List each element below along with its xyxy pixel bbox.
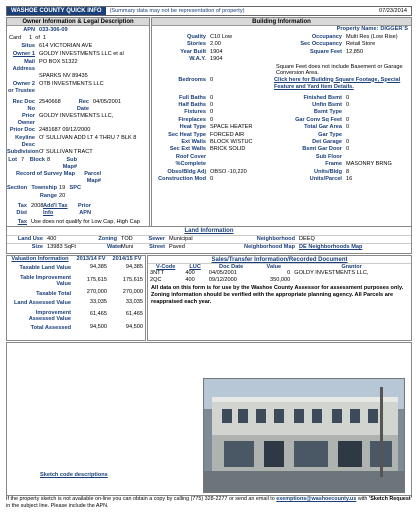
apn-label: APN [23,27,35,33]
owner-section-title: Owner Information & Legal Description [7,18,149,26]
unfin-bsmt-value: 0 [346,101,350,108]
total-gar-label: Total Gar Area [304,124,342,131]
range-label: Range [39,193,57,199]
prior-doc-value: 2481687 09/12/2000 [39,127,91,133]
obso-label: Obso/Bldg Adj [167,168,206,175]
units-bldg-label: Units/Bldg [314,168,342,175]
report-date: 07/23/2014 [379,7,407,14]
township-value: 19 [59,185,66,191]
fireplaces-label: Fireplaces [178,116,206,123]
valuation-2014-value: 94,500 [125,323,143,330]
obso-value: OBSO -10,220 [210,168,247,175]
rec-doc-label: Rec Doc No [12,99,35,112]
roof-cover-value [208,154,274,160]
mail-line2: SPARKS NV 89435 [39,73,88,79]
sqft-note: Square Feet does not include Basement or Garage Conversion Area. [276,63,403,77]
sales-section-title[interactable]: Sales/Transfer Information/Recorded Document [211,257,348,263]
sub-map-label: Sub Map# [62,157,77,170]
units-parcel-value: 16 [346,176,353,183]
valuation-label: Taxable Land Value [19,265,71,272]
sewer-label: Sewer [148,236,165,242]
occupancy-value: Multi Res (Low Rise) [346,34,398,40]
sales-value: 350,000 [270,276,291,283]
sub-floor-label: Sub Floor [315,153,342,160]
building-details-link[interactable]: Click here for Building Square Footage, Special Feature and Yard Item Details. [274,76,401,90]
prior-owner-value: GOLDY INVESTMENTS LLC, [39,113,114,119]
sales-date: 04/05/2001 [208,270,237,277]
range-value: 20 [59,193,66,199]
footer-text-3: in the subject line. Please include the APN. [6,503,109,509]
lot-value: 7 [21,157,25,163]
valuation-2014-value: 61,465 [125,311,143,318]
ext-walls-value: BLOCK W/STUC [210,139,253,146]
half-baths-value: 0 [210,101,214,108]
size-value: 13983 SqFt [47,244,76,250]
valuation-row [7,288,145,297]
sec-heat-label: Sec Heat Type [168,131,206,138]
mail-line1: PO BOX 51322 [39,59,78,65]
parcel-map-label: Parcel Map# [84,171,101,184]
zoning-value: TOD [121,236,133,242]
rec-date-value: 04/05/2001 [93,99,121,105]
valuation-row [7,262,145,271]
tax-cap-link[interactable]: Tax [17,219,27,225]
valuation-2013-value: 94,385 [89,263,107,270]
valuation-2013-value: 270,000 [86,289,107,296]
finished-bsmt-value: 0 [346,94,350,101]
valuation-2014-value: 270,000 [122,289,143,296]
size-label: Size [31,244,43,250]
sub-floor-value [344,154,411,160]
land-section-title[interactable]: Land Information [184,228,234,234]
full-baths-label: Full Baths [178,94,206,101]
rec-date-label: Rec Date [76,99,89,112]
valuation-col-2014: 2014/15 FV [112,256,142,262]
app-title: WASHOE COUNTY QUICK INFO [7,7,106,15]
det-garage-label: Det Garage [312,139,342,146]
fixtures-label: Fixtures [184,109,206,116]
building-section-title: Building Information [152,18,411,26]
half-baths-label: Half Baths [178,101,206,108]
valuation-row [7,297,145,306]
sec-ext-walls-value: BRICK SOLID [210,146,246,153]
valuation-2013-value: 94,500 [89,323,107,330]
prior-apn-label: Prior APN [77,203,91,216]
rec-doc-value: 2540668 [39,99,61,105]
gar-conv-label: Gar Conv Sq Feet [295,116,342,123]
building-photo-svg [204,379,405,493]
owner2-value: OTB INVESTMENTS LLC [39,81,104,87]
card-value: 1 [29,35,33,41]
keyline-label: Keyline Desc [15,135,35,148]
tax-dist-label: Tax Dist [16,203,27,216]
bsmt-type-value [344,109,411,115]
valuation-2013-value: 33,035 [89,298,107,305]
fixtures-value: 0 [210,109,214,116]
sales-date: 09/12/2000 [208,276,237,283]
gar-type-label: Gar Type [318,131,342,138]
top-bar [6,6,412,16]
section-label: Section [7,185,28,191]
way-value: 1904 [210,56,223,63]
sales-header[interactable]: LUC [189,264,201,270]
assessor-disclaimer: All data on this form is for use by the Washoe County Assessor for assessment purposes only. Zoning information should be verified with the appropriate planning agency. All Parcels are reappraised each year. [151,285,404,306]
block-value: 8 [47,157,51,163]
sec-occupancy-label: Sec Occupancy [300,41,342,48]
gar-type-value [344,132,411,138]
heat-type-value: SPACE HEATER [210,124,253,131]
heat-type-label: Heat Type [179,124,206,131]
building-grid-2 [152,95,411,183]
lot-label: Lot [8,157,17,163]
unfin-bsmt-label: Unfin Bsmt [312,101,342,108]
building-panel [151,17,412,234]
sketch-request-text: 'Sketch Request' [368,496,412,502]
valuation-label: Taxable Total [36,290,71,297]
situs-value: 614 VICTORIAN AVE [39,43,93,49]
valuation-label: Table Improvement Value [20,274,71,288]
valuation-2013-value: 175,615 [86,276,107,283]
valuation-label: Improvement Assessed Value [28,309,71,322]
sales-grantor: GOLDY INVESTMENTS LLC, [294,270,369,277]
subdivision-label: Subdivision [7,149,39,155]
full-baths-value: 0 [210,94,214,101]
square-feet-label: Square Feet [309,48,342,55]
sec-occupancy-value: Retail Store [346,41,376,48]
sales-table [148,264,411,283]
sales-panel [147,255,412,341]
sewer-value: Municipal [169,236,193,242]
valuation-col-2013: 2013/14 FV [76,256,106,262]
fireplaces-value: 0 [210,116,214,123]
water-label: Water [107,244,123,250]
mail-label: Mail Address [12,59,35,72]
valuation-row [7,322,145,331]
sales-header: Doc Date [219,264,244,270]
summary-note: (Summary data may not be representation of property) [109,7,245,14]
neighborhood-map-label: Neighborhood Map [244,244,295,250]
card-of-label: of [35,35,40,41]
bedrooms-label: Bedrooms [178,76,206,83]
building-grid [152,34,411,77]
tax-cap-value: Use does not qualify for Low Cap, High Cap [31,219,140,225]
quality-value: C10 Low [210,34,233,40]
owner-panel [6,17,150,234]
finished-bsmt-label: Finished Bsmt [303,94,342,101]
sec-ext-walls-label: Sec Ext Walls [169,146,206,153]
valuation-2014-value: 33,035 [125,298,143,305]
property-name-label: Property Name: [336,26,379,32]
det-garage-value: 0 [346,139,350,146]
neighborhood-value: DEEQ [299,236,315,242]
stories-label: Stories [187,41,206,48]
land-use-label: Land Use [17,236,43,242]
survey-label: Record of Survey Map [15,171,75,177]
complete-label: %Complete [175,161,206,168]
footer-text-1: If the property sketch is not available on-line you can obtain a copy by calling (775) 328-2277 or send an email to [6,496,277,502]
sales-header: Value [266,264,282,270]
square-feet-value: 12,850 [346,48,364,55]
way-label: W.A.Y. [189,56,206,63]
zoning-label: Zoning [98,236,117,242]
valuation-2013-value: 61,465 [89,311,107,318]
frame-label: Frame [325,161,342,168]
valuation-row [7,307,145,323]
valuation-2014-value: 94,385 [125,263,143,270]
construction-value: 0 [210,176,214,183]
bedrooms-value: 0 [210,76,214,83]
addl-tax-info-link[interactable]: Add'l Tax Info [43,203,68,216]
prior-owner-label: Prior Owner [17,113,35,126]
exemptions-email-link[interactable]: exemptions@washoecounty.us [276,496,357,502]
occupancy-label: Occupancy [311,34,342,40]
valuation-info-link[interactable]: Valuation Information [11,256,69,262]
sales-header[interactable]: V-Code [156,264,176,270]
year-built-label: Year Built [180,48,206,55]
stories-value: 2.00 [210,41,221,48]
street-label: Street [149,244,165,250]
construction-label: Construction Mod [158,176,206,183]
units-parcel-label: Units/Parcel [309,176,342,183]
sales-luc: 400 [185,270,195,277]
ext-walls-label: Ext Walls [181,139,206,146]
sketch-code-link[interactable]: Sketch code descriptions [40,472,108,478]
sales-vcode: 2QC [150,276,162,283]
valuation-label: Total Assessed [30,325,71,332]
valuation-label: Land Assessed Value [14,300,71,307]
street-value: Paved [169,244,185,250]
neighborhood-map-link[interactable]: DE Neighborhoods Map [299,244,363,250]
complete-value [208,161,274,167]
subdivision-value: O' SULLIVAN TRACT [39,149,93,155]
land-panel [6,226,412,254]
land-use-value: 400 [47,236,57,242]
roof-cover-label: Roof Cover [175,153,206,160]
property-photo [203,378,405,493]
bsmt-gar-door-label: Bsmt Gar Door [302,146,342,153]
sales-vcode: 3NTT [150,270,164,277]
situs-label: Situs [21,43,35,49]
footer-note [6,496,412,510]
water-value: Muni [121,244,134,250]
quality-label: Quality [187,34,206,40]
card-total: 1 [42,35,47,41]
neighborhood-label: Neighborhood [256,236,295,242]
valuation-2014-value: 175,615 [122,276,143,283]
sales-value: 0 [287,270,291,277]
sec-heat-value: FORCED AIR [210,131,245,138]
valuation-row [7,272,145,288]
township-label: Township [31,185,57,191]
keyline-value: O' SULLIVAN ADD LT 4 THRU 7 BLK 8 [39,135,137,141]
tax-dist-value: 2008 [31,203,44,209]
sales-header: Grantor [341,264,362,270]
apn-value: 033-306-09 [39,27,68,33]
sales-luc: 400 [185,276,195,283]
spc-label: SPC [69,185,81,191]
units-bldg-value: 8 [346,168,350,175]
total-gar-value: 0 [346,124,350,131]
property-name-value: DIGGER`S [380,26,408,32]
valuation-panel [6,255,146,341]
bsmt-type-label: Bsmt Type [313,109,342,116]
block-label: Block [29,157,45,163]
owner1-value: GOLDY INVESTMENTS LLC et al [39,51,124,57]
owner1-link[interactable]: Owner 1 [12,51,35,57]
owner2-label: Owner 2 or Trustee [7,81,35,94]
card-label: Card [9,35,22,41]
frame-value: MASONRY BRNG [346,161,392,168]
bsmt-gar-door-value: 0 [346,146,350,153]
year-built-value: 1904 [210,48,223,55]
gar-conv-value: 0 [346,116,350,123]
footer-text-2: with [356,496,369,502]
prior-doc-label: Prior Doc [9,127,35,133]
